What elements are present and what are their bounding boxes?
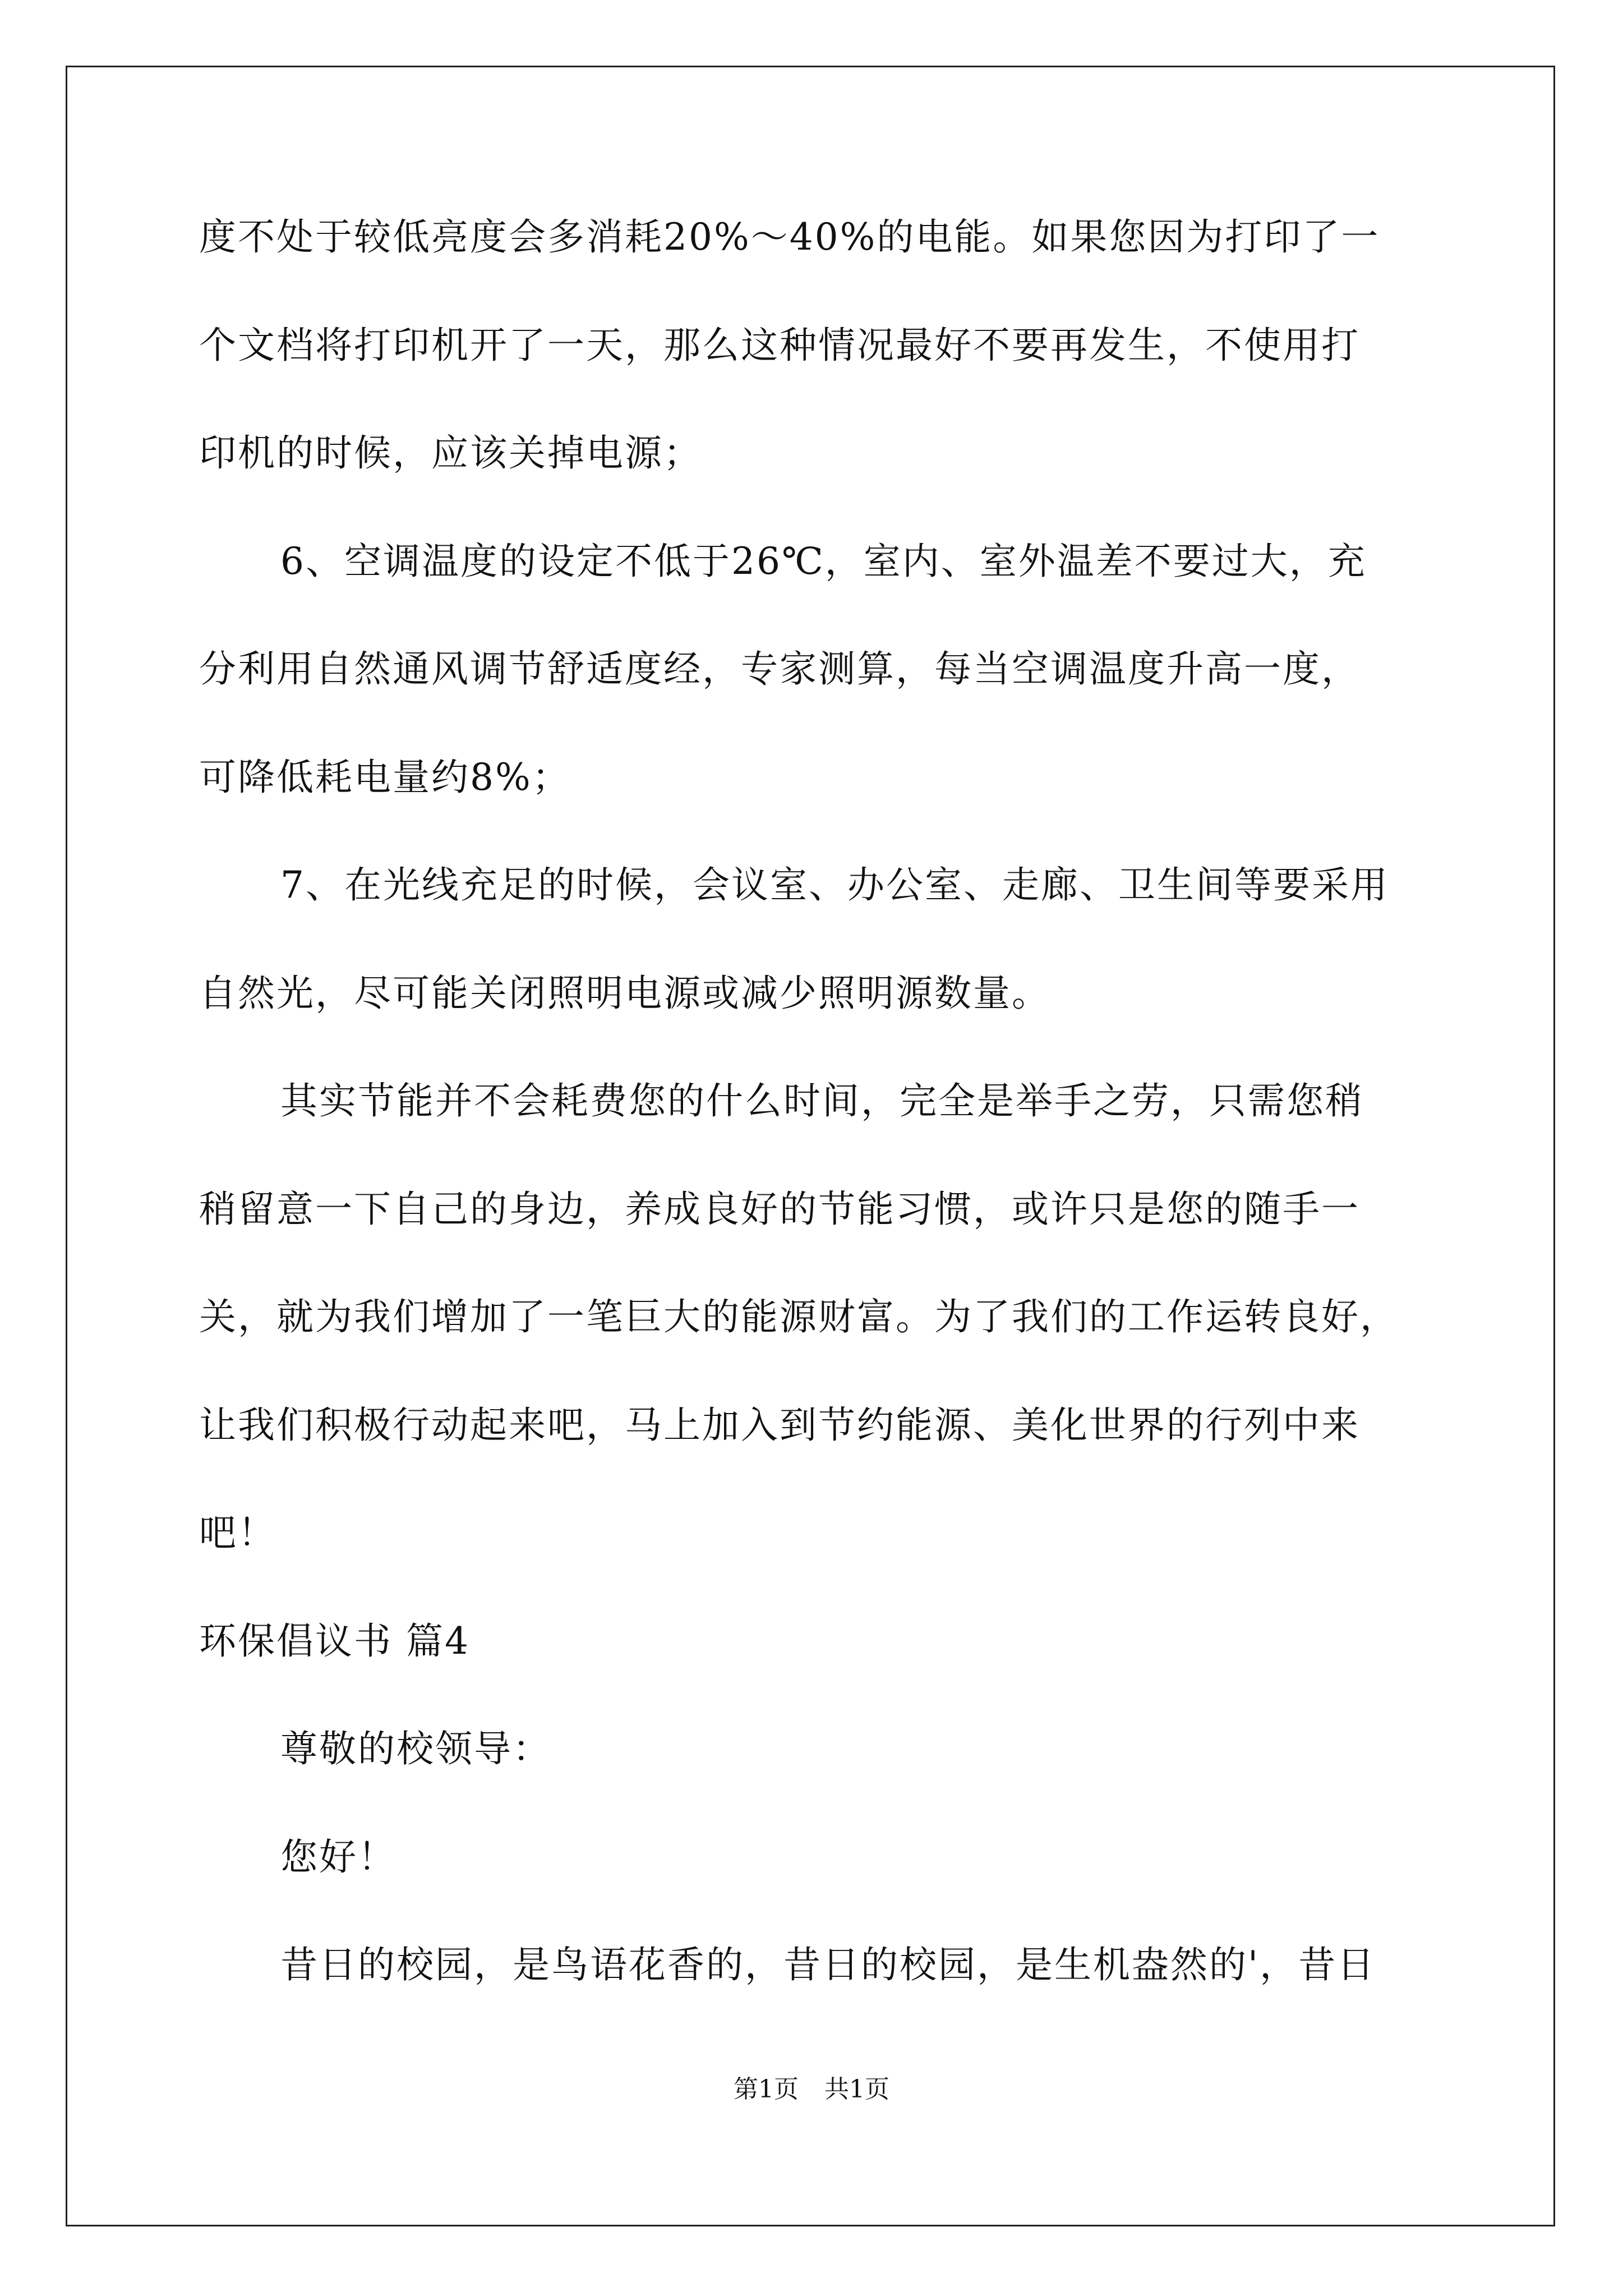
- text-line: 7、在光线充足的时候，会议室、办公室、走廊、卫生间等要采用: [280, 863, 1389, 907]
- text-line: 6、空调温度的设定不低于26℃，室内、室外温差不要过大，充: [280, 539, 1367, 583]
- text-line: 让我们积极行动起来吧，马上加入到节约能源、美化世界的行列中来: [199, 1403, 1360, 1447]
- text-line: 其实节能并不会耗费您的什么时间，完全是举手之劳，只需您稍: [280, 1079, 1364, 1122]
- text-line: 自然光，尽可能关闭照明电源或减少照明源数量。: [199, 971, 1050, 1015]
- text-line: 度不处于较低亮度会多消耗20%～40%的电能。如果您因为打印了一: [199, 215, 1380, 259]
- salutation: 尊敬的校领导：: [280, 1727, 551, 1770]
- page-total: 共1页: [824, 2075, 889, 2104]
- section-heading: 环保倡议书 篇4: [199, 1619, 470, 1663]
- page-number: 第1页: [734, 2075, 799, 2104]
- text-line: 印机的时候，应该关掉电源；: [199, 431, 702, 475]
- document-body: [199, 215, 1422, 2055]
- page-footer: [0, 2077, 1623, 2102]
- text-line: 关，就为我们增加了一笔巨大的能源财富。为了我们的工作运转良好，: [199, 1295, 1399, 1338]
- text-line: 稍留意一下自己的身边，养成良好的节能习惯，或许只是您的随手一: [199, 1187, 1360, 1231]
- text-line: 个文档将打印机开了一天，那么这种情况最好不要再发生，不使用打: [199, 323, 1360, 367]
- greeting: 您好！: [280, 1835, 396, 1879]
- text-line: 昔日的校园，是鸟语花香的，昔日的校园，是生机盎然的'，昔日: [280, 1943, 1376, 1986]
- text-line: 分利用自然通风调节舒适度经，专家测算，每当空调温度升高一度，: [199, 647, 1360, 691]
- text-line: 可降低耗电量约8%；: [199, 755, 571, 799]
- text-line: 吧！: [199, 1511, 276, 1554]
